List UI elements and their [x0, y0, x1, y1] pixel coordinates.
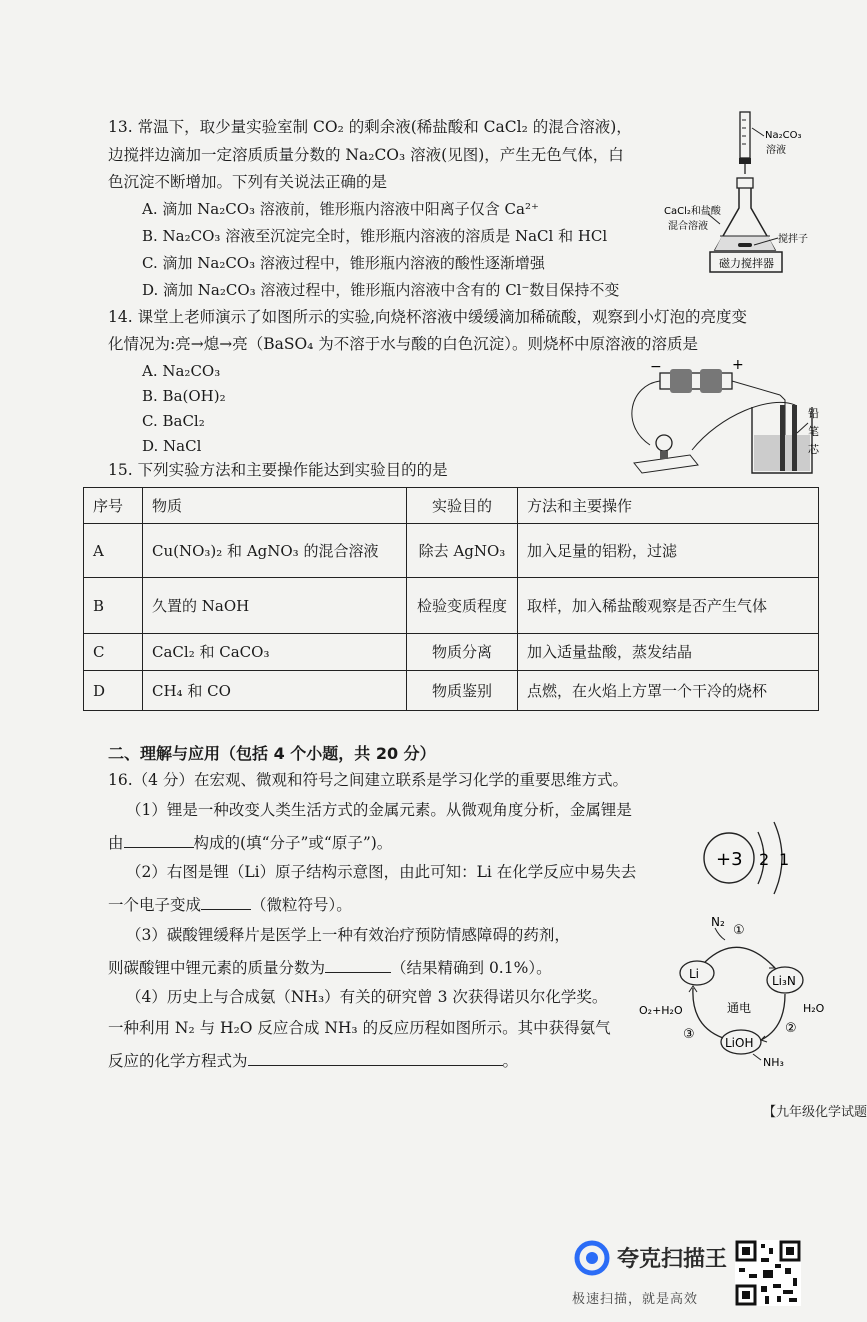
table-row	[84, 524, 819, 578]
table-row	[84, 671, 819, 711]
q16-part4-line3: 反应的化学方程式为 。	[108, 1049, 518, 1071]
q15-table	[83, 487, 819, 711]
nh3-label: NH₃	[763, 1056, 784, 1068]
h2o-label: H₂O	[803, 1002, 825, 1015]
row-id: C	[84, 634, 143, 671]
q16-part3-line2: 则碳酸锂中锂元素的质量分数为 （结果精确到 0.1%）。	[108, 956, 552, 978]
o2-h2o-label: O₂+H₂O	[639, 1004, 683, 1017]
q14-option-d: D. NaCl	[142, 437, 202, 455]
row-goal: 物质分离	[407, 634, 518, 671]
shell1-electrons: 2	[759, 850, 770, 869]
row-id: A	[84, 524, 143, 578]
step3-marker: ③	[683, 1027, 695, 1042]
q16-part4-line2: 一种利用 N₂ 与 H₂O 反应合成 NH₃ 的反应历程如图所示。其中获得氨气	[108, 1019, 611, 1037]
q16-part2-line1: （2）右图是锂（Li）原子结构示意图，由此可知：Li 在化学反应中易失去	[126, 863, 637, 881]
q16-part4-line1: （4）历史上与合成氨（NH₃）有关的研究曾 3 次获得诺贝尔化学奖。	[126, 988, 608, 1006]
row-substance: CaCl₂ 和 CaCO₃	[143, 634, 407, 671]
q14-circuit-figure	[620, 355, 830, 480]
ammonia-cycle-diagram	[635, 908, 830, 1068]
quark-logo-icon	[574, 1240, 610, 1276]
q15-title: 15. 下列实验方法和主要操作能达到实验目的的是	[108, 461, 448, 479]
stir-bar-label: 搅拌子	[778, 234, 808, 245]
row-id: D	[84, 671, 143, 711]
q14-option-b: B. Ba(OH)₂	[142, 387, 226, 405]
answer-blank-2[interactable]	[201, 893, 251, 910]
row-substance: Cu(NO₃)₂ 和 AgNO₃ 的混合溶液	[143, 524, 407, 578]
table-row	[84, 578, 819, 634]
electrolysis-label: 通电	[727, 1001, 752, 1015]
row-goal: 物质鉴别	[407, 671, 518, 711]
q13-apparatus-figure	[660, 108, 820, 278]
qr-code-icon	[735, 1240, 801, 1306]
row-goal: 检验变质程度	[407, 578, 518, 634]
q16-intro: 16.（4 分）在宏观、微观和符号之间建立联系是学习化学的重要思维方式。	[108, 771, 628, 789]
q14-line1: 14. 课堂上老师演示了如图所示的实验,向烧杯溶液中缓缓滴加稀硫酸，观察到小灯泡的亮度变	[108, 308, 748, 326]
scanner-slogan: 极速扫描，就是高效	[572, 1292, 699, 1307]
na2co3-label: Na₂CO₃	[765, 130, 802, 141]
header-id: 序号	[84, 488, 143, 524]
q14-line2: 化情况为:亮→熄→亮（BaSO₄ 为不溶于水与酸的白色沉淀）。则烧杯中原溶液的溶质是	[108, 335, 699, 353]
plus-sign: +	[732, 357, 744, 373]
header-goal: 实验目的	[407, 488, 518, 524]
q13-option-a: A. 滴加 Na₂CO₃ 溶液前，锥形瓶内溶液中阳离子仅含 Ca²⁺	[142, 200, 539, 218]
table-row	[84, 634, 819, 671]
q16-part3-line1: （3）碳酸锂缓释片是医学上一种有效治疗预防情感障碍的药剂，	[126, 926, 570, 944]
pencil-core-label-3: 芯	[808, 443, 819, 456]
q13-line1: 13. 常温下，取少量实验室制 CO₂ 的剩余液(稀盐酸和 CaCl₂ 的混合溶液)，	[108, 118, 632, 136]
q14-option-c: C. BaCl₂	[142, 412, 205, 430]
lioh-node: LiOH	[725, 1036, 754, 1050]
row-method: 加入适量盐酸，蒸发结晶	[518, 634, 819, 671]
q13-option-d: D. 滴加 Na₂CO₃ 溶液过程中，锥形瓶内溶液中含有的 Cl⁻数目保持不变	[142, 281, 620, 299]
nucleus-charge: +3	[716, 849, 743, 870]
q16-part1-line2: 由 构成的(填“分子”或“原子”)。	[108, 831, 392, 853]
answer-blank-3[interactable]	[325, 956, 391, 973]
step2-marker: ②	[785, 1021, 797, 1036]
lithium-atom-diagram	[700, 818, 800, 902]
q13-line3: 色沉淀不断增加。下列有关说法正确的是	[108, 173, 388, 191]
row-method: 取样，加入稀盐酸观察是否产生气体	[518, 578, 819, 634]
scanner-brand: 夸克扫描王	[617, 1247, 728, 1272]
li-node: Li	[689, 967, 700, 981]
row-substance: 久置的 NaOH	[143, 578, 407, 634]
row-method: 加入足量的铝粉，过滤	[518, 524, 819, 578]
solution-label: 溶液	[766, 145, 786, 156]
q16-part1-line1: （1）锂是一种改变人类生活方式的金属元素。从微观角度分析，金属锂是	[126, 801, 632, 819]
n2-label: N₂	[711, 915, 725, 929]
row-goal: 除去 AgNO₃	[407, 524, 518, 578]
section-2-title: 二、理解与应用（包括 4 个小题，共 20 分）	[108, 744, 436, 763]
page-footer: 【九年级化学试题	[762, 1105, 867, 1120]
magnetic-stirrer-label: 磁力搅拌器	[719, 257, 774, 270]
q14-option-a: A. Na₂CO₃	[142, 362, 221, 380]
q13-option-c: C. 滴加 Na₂CO₃ 溶液过程中，锥形瓶内溶液的酸性逐渐增强	[142, 254, 545, 272]
q16-part2-line2: 一个电子变成 （微粒符号）。	[108, 893, 352, 915]
minus-sign: −	[650, 359, 662, 375]
pencil-core-label-2: 笔	[808, 425, 819, 438]
header-substance: 物质	[143, 488, 407, 524]
answer-blank-1[interactable]	[124, 831, 194, 848]
q13-option-b: B. Na₂CO₃ 溶液至沉淀完全时，锥形瓶内溶液的溶质是 NaCl 和 HCl	[142, 227, 608, 245]
q13-line2: 边搅拌边滴加一定溶质质量分数的 Na₂CO₃ 溶液(见图)，产生无色气体，白	[108, 146, 624, 164]
row-id: B	[84, 578, 143, 634]
row-substance: CH₄ 和 CO	[143, 671, 407, 711]
answer-blank-4[interactable]	[248, 1049, 503, 1066]
shell2-electrons: 1	[779, 850, 790, 869]
table-header-row	[84, 488, 819, 524]
mixture-solution-label: 混合溶液	[668, 221, 708, 232]
pencil-core-label-1: 铅	[808, 407, 819, 420]
mixture-label: CaCl₂和盐酸	[664, 206, 721, 217]
step1-marker: ①	[733, 923, 745, 938]
li3n-node: Li₃N	[772, 974, 796, 988]
header-method: 方法和主要操作	[518, 488, 819, 524]
row-method: 点燃，在火焰上方罩一个干冷的烧杯	[518, 671, 819, 711]
